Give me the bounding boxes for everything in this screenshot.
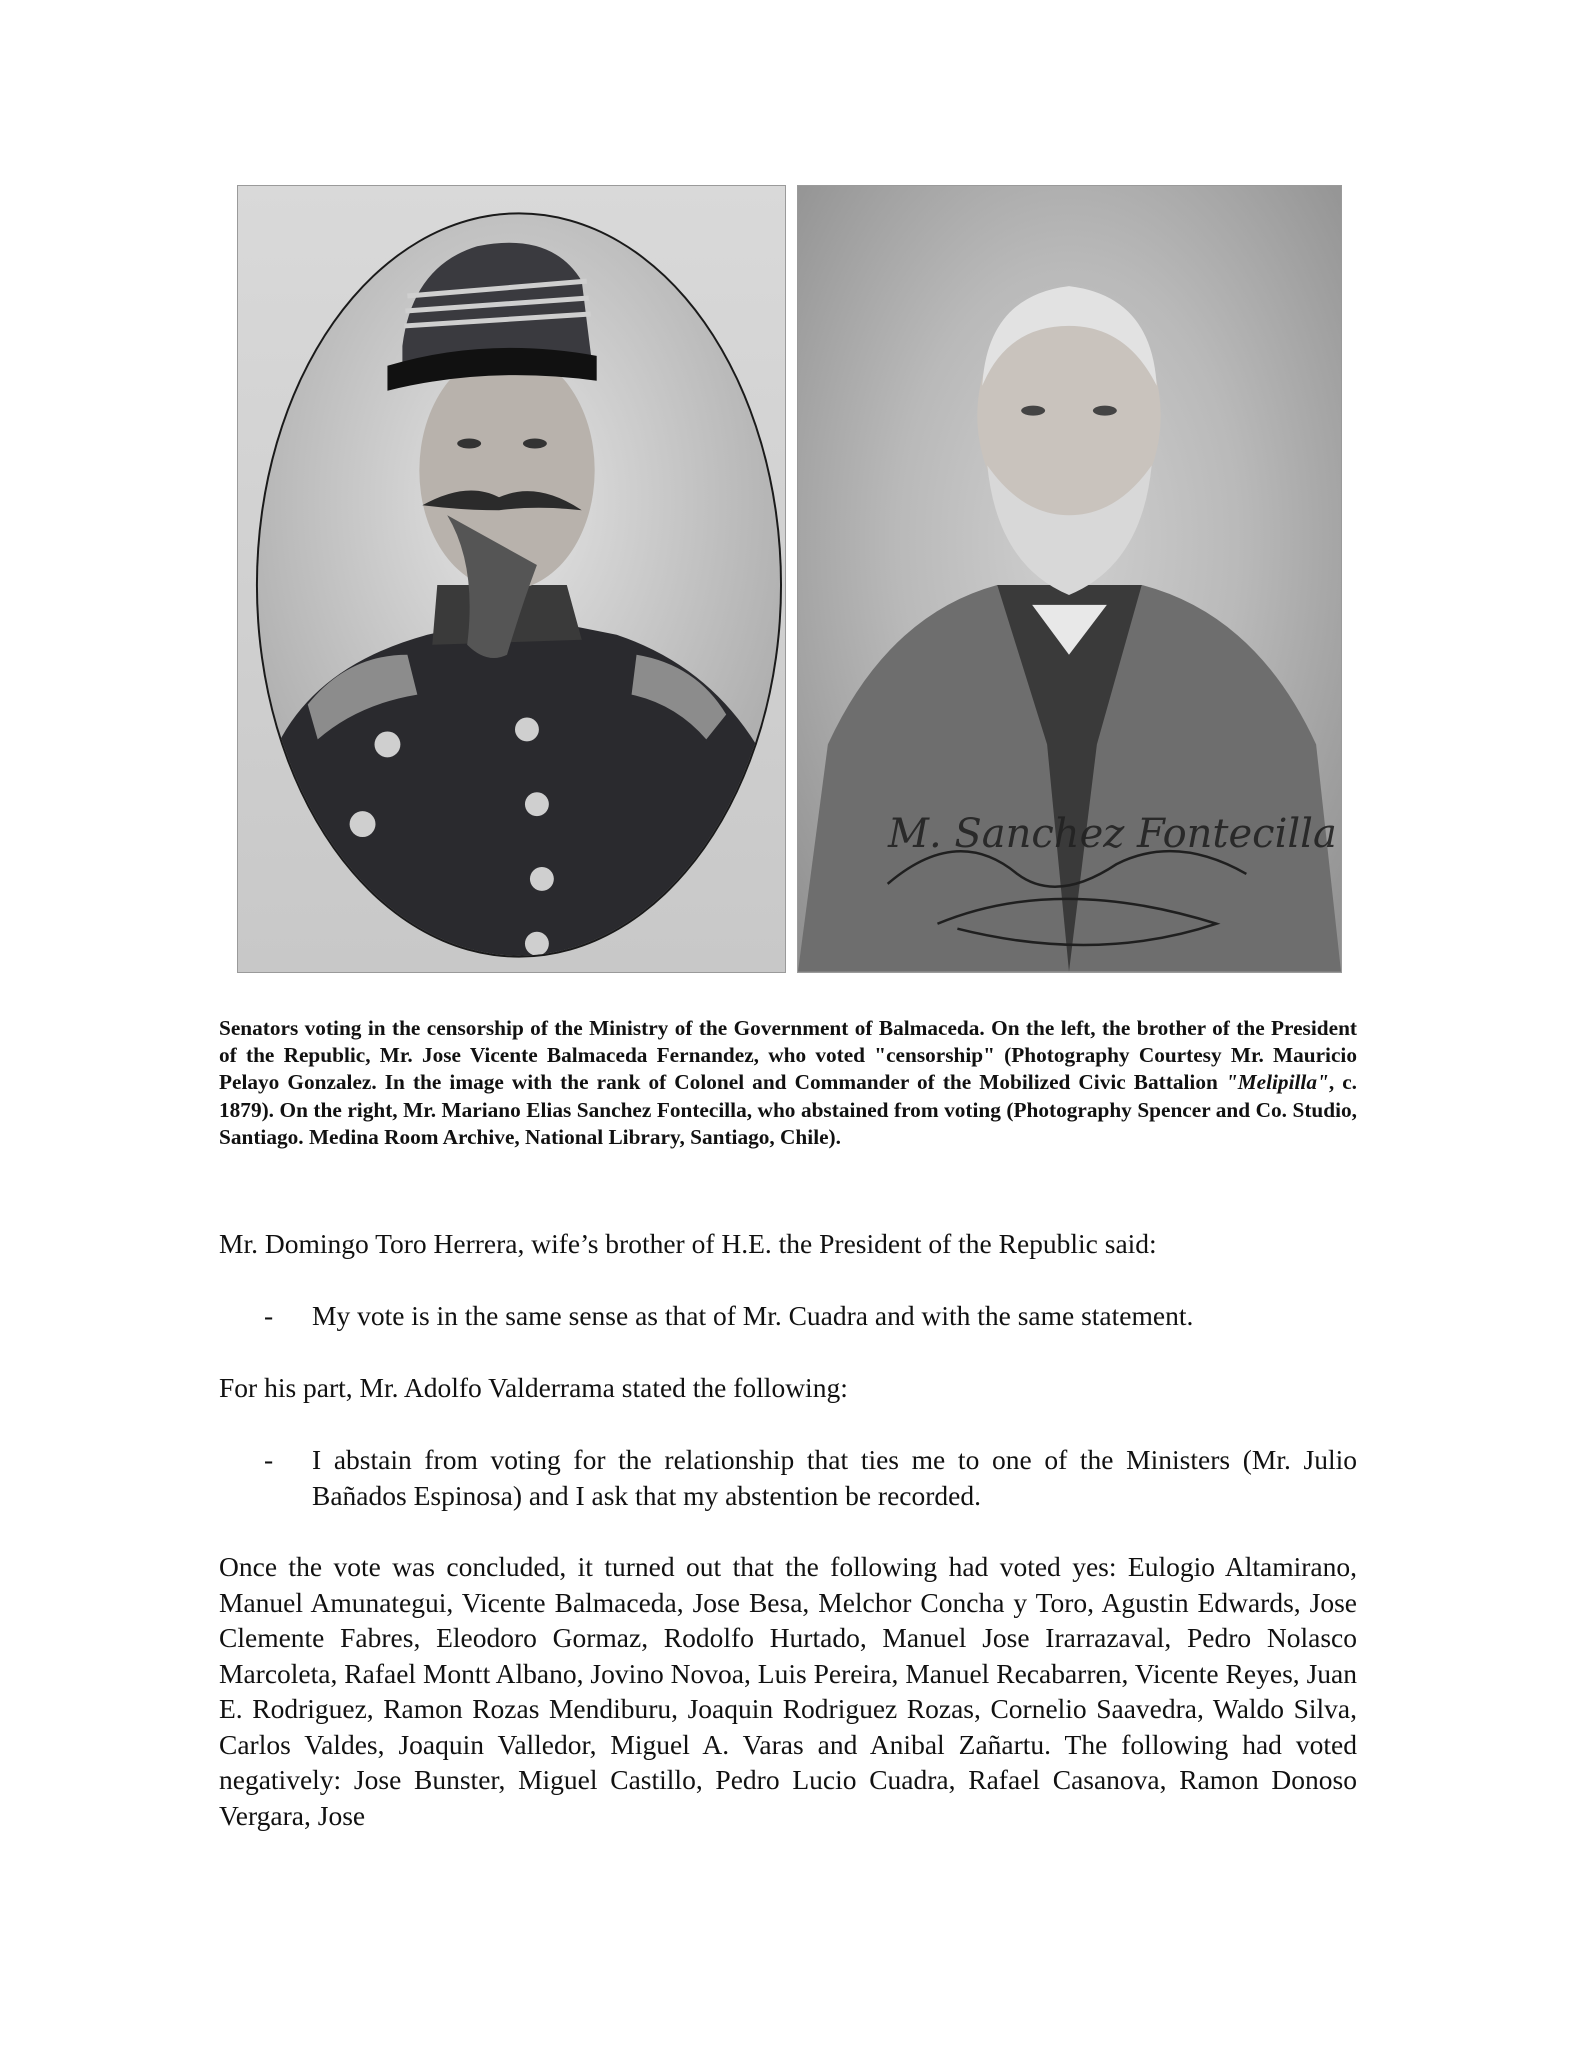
photo-jose-vicente-balmaceda <box>237 185 786 973</box>
paragraph-toro-herrera: Mr. Domingo Toro Herrera, wife’s brother of H.E. the President of the Republic said: <box>219 1228 1157 1259</box>
quote-text: My vote is in the same sense as that of Mr. Cuadra and with the same statement. <box>312 1300 1194 1331</box>
bullet-dash: - <box>264 1444 274 1475</box>
paragraph-valderrama: For his part, Mr. Adolfo Valderrama stated the following: <box>219 1372 848 1403</box>
caption-part2: , c. 1879). On the right, Mr. Mariano Elias Sanchez Fontecilla, who abstained from voting (Photography Spencer and Co. Studio, Santiago. Medina Room Archive, National Library, Santiago, Chile). <box>219 1070 1357 1149</box>
photo-caption <box>219 1015 1357 1151</box>
paragraph-vote-results: Once the vote was concluded, it turned out that the following had voted yes: Eulogio Altamirano, Manuel Amunategui, Vicente Balmaceda, Jose Besa, Melchor Concha y Toro, Agustin Edwards, Jose Clemente Fabres, Eleodoro Gormaz, Rodolfo Hurtado, Manuel Jose Irarrazaval, Pedro Nolasco Marcoleta, Rafael Montt Albano, Jovino Novoa, Luis Pereira, Manuel Recabarren, Vicente Reyes, Juan E. Rodriguez, Ramon Rozas Mendiburu, Joaquin Rodriguez Rozas, Cornelio Saavedra, Waldo Silva, Carlos Valdes, Joaquin Valledor, Miguel A. Varas and Anibal Zañartu. The following had voted negatively: Jose Bunster, Miguel Castillo, Pedro Lucio Cuadra, Rafael Casanova, Ramon Donoso Vergara, Jose <box>219 1551 1357 1831</box>
portrait-officer-illustration <box>238 186 785 972</box>
bullet-dash: - <box>264 1300 274 1331</box>
quote-text: I abstain from voting for the relationship that ties me to one of the Ministers (Mr. Julio Bañados Espinosa) and I ask that my abstention be recorded. <box>312 1444 1357 1511</box>
caption-part1: Senators voting in the censorship of the Ministry of the Government of Balmaceda. On the left, the brother of the President of the Republic, Mr. Jose Vicente Balmaceda Fernandez, who voted "censorship" (Photography Courtesy Mr. Mauricio Pelayo Gonzalez. In the image with the rank of Colonel and Commander of the Mobilized Civic Battalion <box>219 1016 1357 1095</box>
caption-battalion-name: "Melipilla" <box>1225 1070 1329 1095</box>
photo-mariano-sanchez-fontecilla <box>797 185 1342 973</box>
signature-text: M. Sanchez Fontecilla <box>888 811 1337 857</box>
